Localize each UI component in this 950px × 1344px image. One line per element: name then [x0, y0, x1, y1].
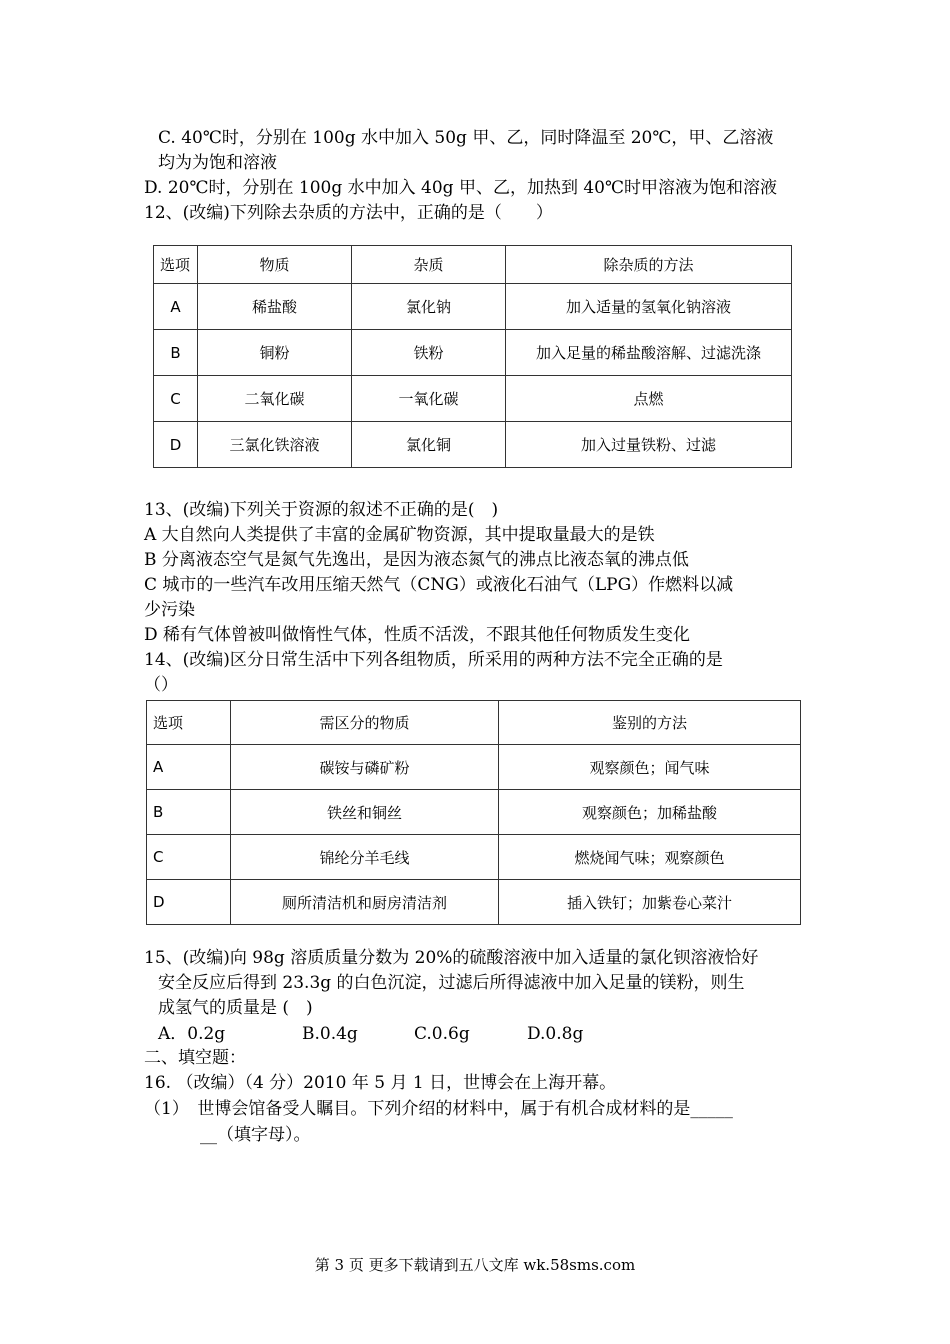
- header-impurity: 杂质: [352, 246, 506, 284]
- q13-stem: 13、(改编)下列关于资源的叙述不正确的是( ): [144, 500, 499, 520]
- row-method: 点燃: [506, 376, 792, 422]
- row-option: A: [147, 745, 231, 790]
- row-option: A: [154, 284, 198, 330]
- header-option: 选项: [147, 701, 231, 745]
- table-row: [154, 284, 792, 330]
- q16-1-line2: __（填字母）。: [200, 1125, 311, 1145]
- row-impurity: 一氧化碳: [352, 376, 506, 422]
- table-header-row: [147, 701, 801, 745]
- row-option: C: [147, 835, 231, 880]
- q13-option-b: B 分离液态空气是氮气先逸出，是因为液态氮气的沸点比液态氧的沸点低: [144, 550, 689, 570]
- row-option: D: [147, 880, 231, 925]
- table-row: [147, 835, 801, 880]
- row-method: 加入适量的氢氧化钠溶液: [506, 284, 792, 330]
- q13-option-a: A 大自然向人类提供了丰富的金属矿物资源，其中提取量最大的是铁: [144, 525, 655, 545]
- q11-option-d: D. 20℃时，分别在 100g 水中加入 40g 甲、乙，加热到 40℃时甲溶液为饱和溶液: [144, 178, 777, 198]
- row-substance: 铜粉: [198, 330, 352, 376]
- row-impurity: 铁粉: [352, 330, 506, 376]
- row-substance: 稀盐酸: [198, 284, 352, 330]
- q13-option-d: D 稀有气体曾被叫做惰性气体，性质不活泼，不跟其他任何物质发生变化: [144, 625, 691, 645]
- row-substances: 锦纶分羊毛线: [231, 835, 499, 880]
- row-impurity: 氯化铜: [352, 422, 506, 468]
- q15-option-c: C.0.6g: [414, 1024, 470, 1044]
- q14-table: [146, 700, 801, 925]
- table-row: [147, 790, 801, 835]
- header-method: 鉴别的方法: [499, 701, 801, 745]
- q15-stem-line2: 安全反应后得到 23.3g 的白色沉淀，过滤后所得滤液中加入足量的镁粉，则生: [158, 973, 745, 993]
- q12-table: [153, 245, 792, 468]
- row-substance: 二氧化碳: [198, 376, 352, 422]
- row-method: 观察颜色；加稀盐酸: [499, 790, 801, 835]
- table-row: [147, 745, 801, 790]
- q15-option-d: D.0.8g: [527, 1024, 584, 1044]
- q15-option-b: B.0.4g: [302, 1024, 358, 1044]
- row-substances: 厕所清洁机和厨房清洁剂: [231, 880, 499, 925]
- row-option: B: [147, 790, 231, 835]
- page-footer: 第 3 页 更多下载请到五八文库 wk.58sms.com: [314, 1256, 636, 1274]
- header-option: 选项: [154, 246, 198, 284]
- q14-stem-line1: 14、(改编)区分日常生活中下列各组物质，所采用的两种方法不完全正确的是: [144, 650, 723, 670]
- row-method: 加入足量的稀盐酸溶解、过滤洗涤: [506, 330, 792, 376]
- table-row: [147, 880, 801, 925]
- q14-stem-line2: （）: [144, 675, 178, 695]
- q12-stem: 12、(改编)下列除去杂质的方法中，正确的是（ ）: [144, 203, 553, 223]
- q11-option-c-line2: 均为为饱和溶液: [158, 153, 277, 173]
- row-method: 燃烧闻气味；观察颜色: [499, 835, 801, 880]
- q16-1-line1: （1） 世博会馆备受人瞩目。下列介绍的材料中，属于有机合成材料的是_____: [144, 1099, 733, 1119]
- row-method: 加入过量铁粉、过滤: [506, 422, 792, 468]
- row-substances: 碳铵与磷矿粉: [231, 745, 499, 790]
- row-method: 插入铁钉；加紫卷心菜汁: [499, 880, 801, 925]
- q13-option-c-line1: C 城市的一些汽车改用压缩天然气（CNG）或液化石油气（LPG）作燃料以减: [144, 575, 734, 595]
- row-impurity: 氯化钠: [352, 284, 506, 330]
- q15-option-a: A．0.2g: [158, 1024, 226, 1044]
- q11-option-c-line1: C. 40℃时，分别在 100g 水中加入 50g 甲、乙，同时降温至 20℃，甲、乙溶液: [158, 128, 774, 148]
- row-method: 观察颜色；闻气味: [499, 745, 801, 790]
- q15-stem-line3: 成氢气的质量是 ( ): [158, 998, 313, 1018]
- row-substance: 三氯化铁溶液: [198, 422, 352, 468]
- table-row: [154, 330, 792, 376]
- row-option: D: [154, 422, 198, 468]
- q13-option-c-line2: 少污染: [144, 600, 195, 620]
- row-option: B: [154, 330, 198, 376]
- header-substances: 需区分的物质: [231, 701, 499, 745]
- row-option: C: [154, 376, 198, 422]
- header-method: 除杂质的方法: [506, 246, 792, 284]
- table-row: [154, 422, 792, 468]
- row-substances: 铁丝和铜丝: [231, 790, 499, 835]
- header-substance: 物质: [198, 246, 352, 284]
- table-row: [154, 376, 792, 422]
- table-header-row: [154, 246, 792, 284]
- q16-stem: 16. （改编）（4 分）2010 年 5 月 1 日，世博会在上海开幕。: [144, 1073, 617, 1093]
- q15-stem-line1: 15、(改编)向 98g 溶质质量分数为 20%的硫酸溶液中加入适量的氯化钡溶液恰好: [144, 948, 759, 968]
- section-title: 二、填空题：: [144, 1048, 246, 1068]
